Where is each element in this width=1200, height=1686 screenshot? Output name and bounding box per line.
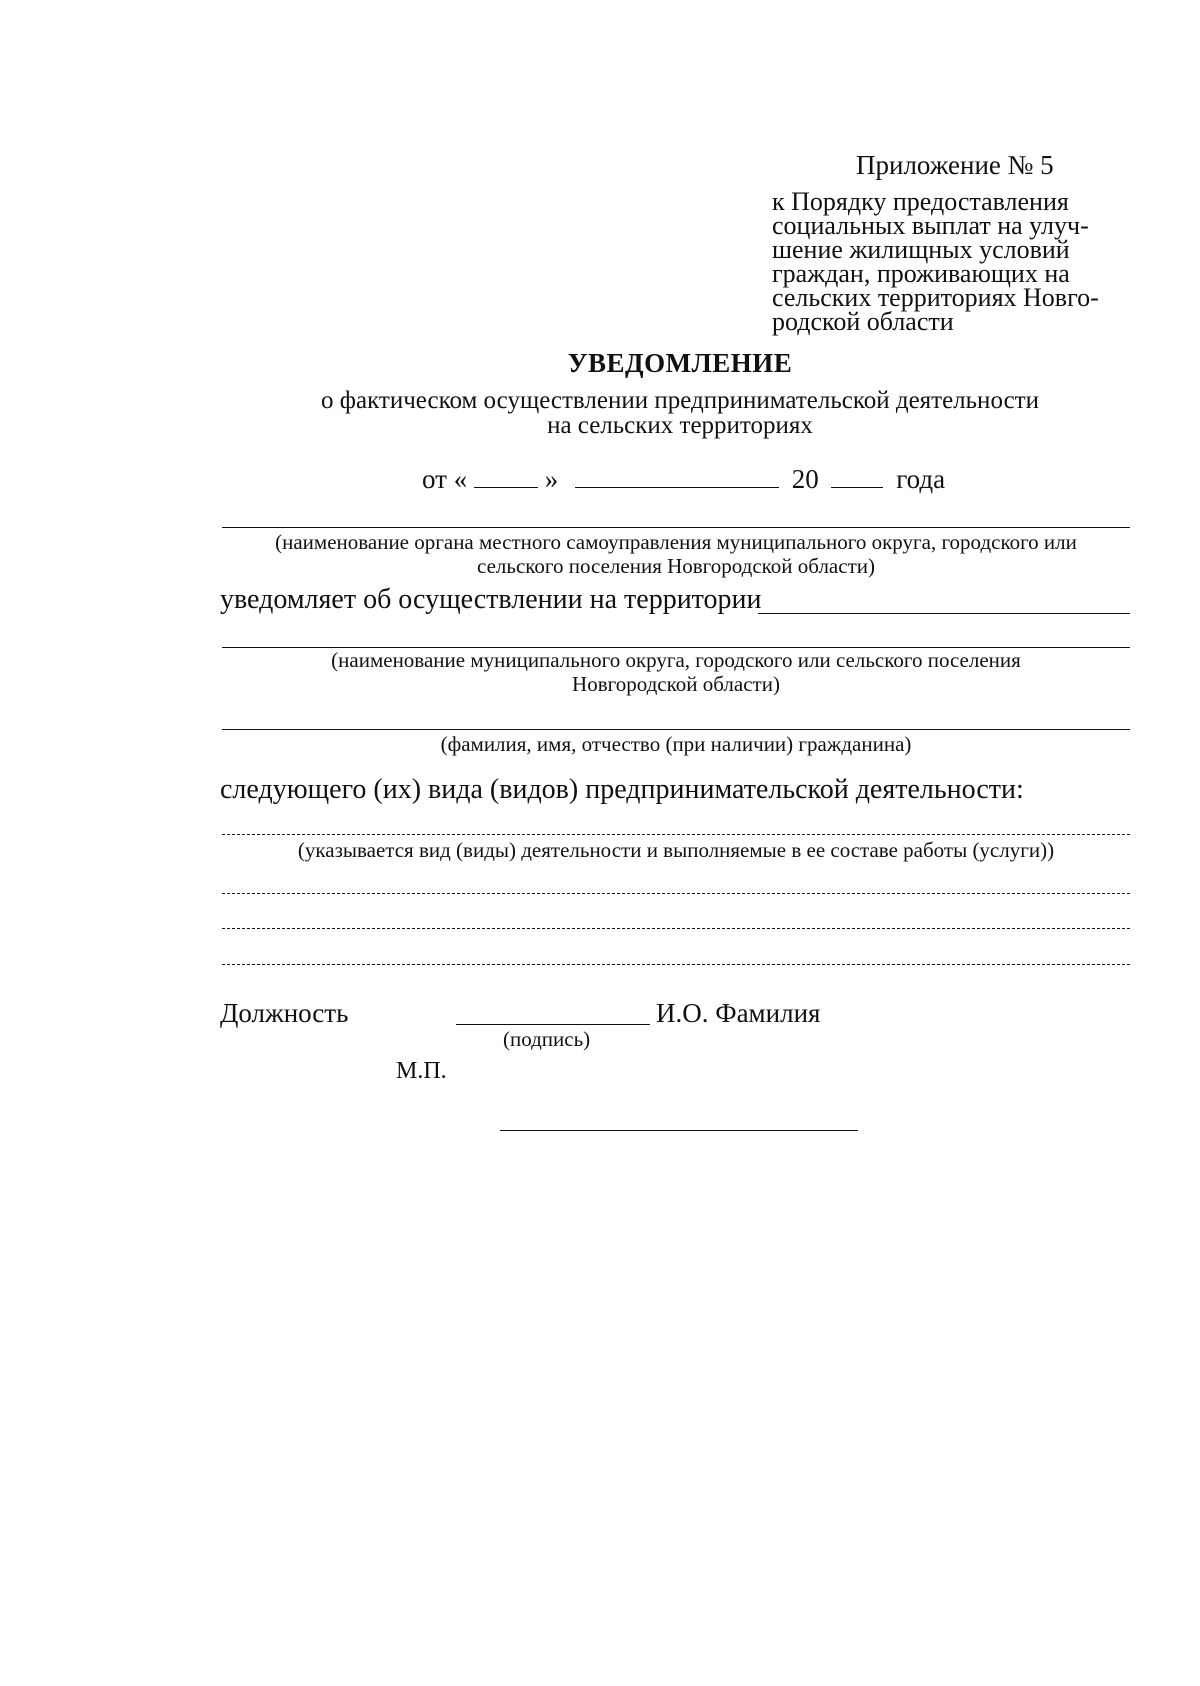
subtitle-line: о фактическом осуществлении предпринимательской деятельности bbox=[321, 387, 1039, 414]
date-quote-close: » bbox=[544, 464, 559, 494]
activity-field[interactable] bbox=[222, 834, 1130, 835]
annex-line: сельских территориях Новго- bbox=[772, 283, 1099, 312]
notifies-text: уведомляет об осуществлении на территории bbox=[220, 584, 762, 615]
date-suffix: года bbox=[896, 464, 946, 494]
citizen-name-field[interactable] bbox=[222, 729, 1130, 730]
month-blank-field[interactable] bbox=[575, 465, 779, 488]
annex-line: родской области bbox=[772, 307, 954, 336]
year-prefix: 20 bbox=[791, 464, 819, 494]
activity-extra-line[interactable] bbox=[222, 893, 1130, 894]
annex-title: Приложение № 5 bbox=[856, 150, 1054, 180]
position-label: Должность bbox=[220, 998, 349, 1028]
annex-line: социальных выплат на улуч- bbox=[772, 211, 1089, 240]
territory-caption bbox=[220, 648, 1132, 696]
activity-caption: (указывается вид (виды) деятельности и выполняемые в ее составе работы (услуги)) bbox=[297, 838, 1055, 862]
activity-extra-line[interactable] bbox=[222, 928, 1130, 929]
caption-line: (наименование органа местного самоуправления муниципального округа, городского или bbox=[275, 530, 1077, 554]
activity-intro-text: следующего (их) вида (видов) предпринимательской деятельности: bbox=[220, 774, 1024, 805]
caption-line: (наименование муниципального округа, городского или сельского поселения bbox=[331, 648, 1021, 672]
annex-line: шение жилищных условий bbox=[772, 235, 1070, 264]
activity-extra-line[interactable] bbox=[222, 964, 1130, 965]
authority-name-caption bbox=[220, 530, 1132, 578]
subtitle-line: на сельских территориях bbox=[547, 412, 813, 439]
signature-caption: (подпись) bbox=[503, 1027, 591, 1051]
seal-label: М.П. bbox=[396, 1058, 447, 1084]
closing-separator bbox=[500, 1130, 858, 1131]
day-blank-field[interactable] bbox=[474, 465, 538, 488]
signer-name: И.О. Фамилия bbox=[656, 998, 821, 1028]
citizen-caption: (фамилия, имя, отчество (при наличии) гражданина) bbox=[440, 732, 912, 756]
annex-reference bbox=[772, 187, 1099, 336]
caption-line: сельского поселения Новгородской области) bbox=[477, 554, 875, 578]
annex-line: граждан, проживающих на bbox=[772, 259, 1070, 288]
annex-line: к Порядку предоставления bbox=[772, 187, 1069, 216]
document-title: УВЕДОМЛЕНИЕ bbox=[567, 348, 793, 378]
year-blank-field[interactable] bbox=[831, 465, 883, 488]
territory-field-first[interactable] bbox=[758, 613, 1130, 614]
caption-line: Новгородской области) bbox=[572, 672, 780, 696]
authority-name-field[interactable] bbox=[222, 527, 1130, 528]
date-line bbox=[422, 464, 945, 495]
date-prefix: от « bbox=[422, 464, 468, 494]
document-subtitle bbox=[0, 388, 1200, 438]
signature-field[interactable] bbox=[456, 1024, 650, 1025]
